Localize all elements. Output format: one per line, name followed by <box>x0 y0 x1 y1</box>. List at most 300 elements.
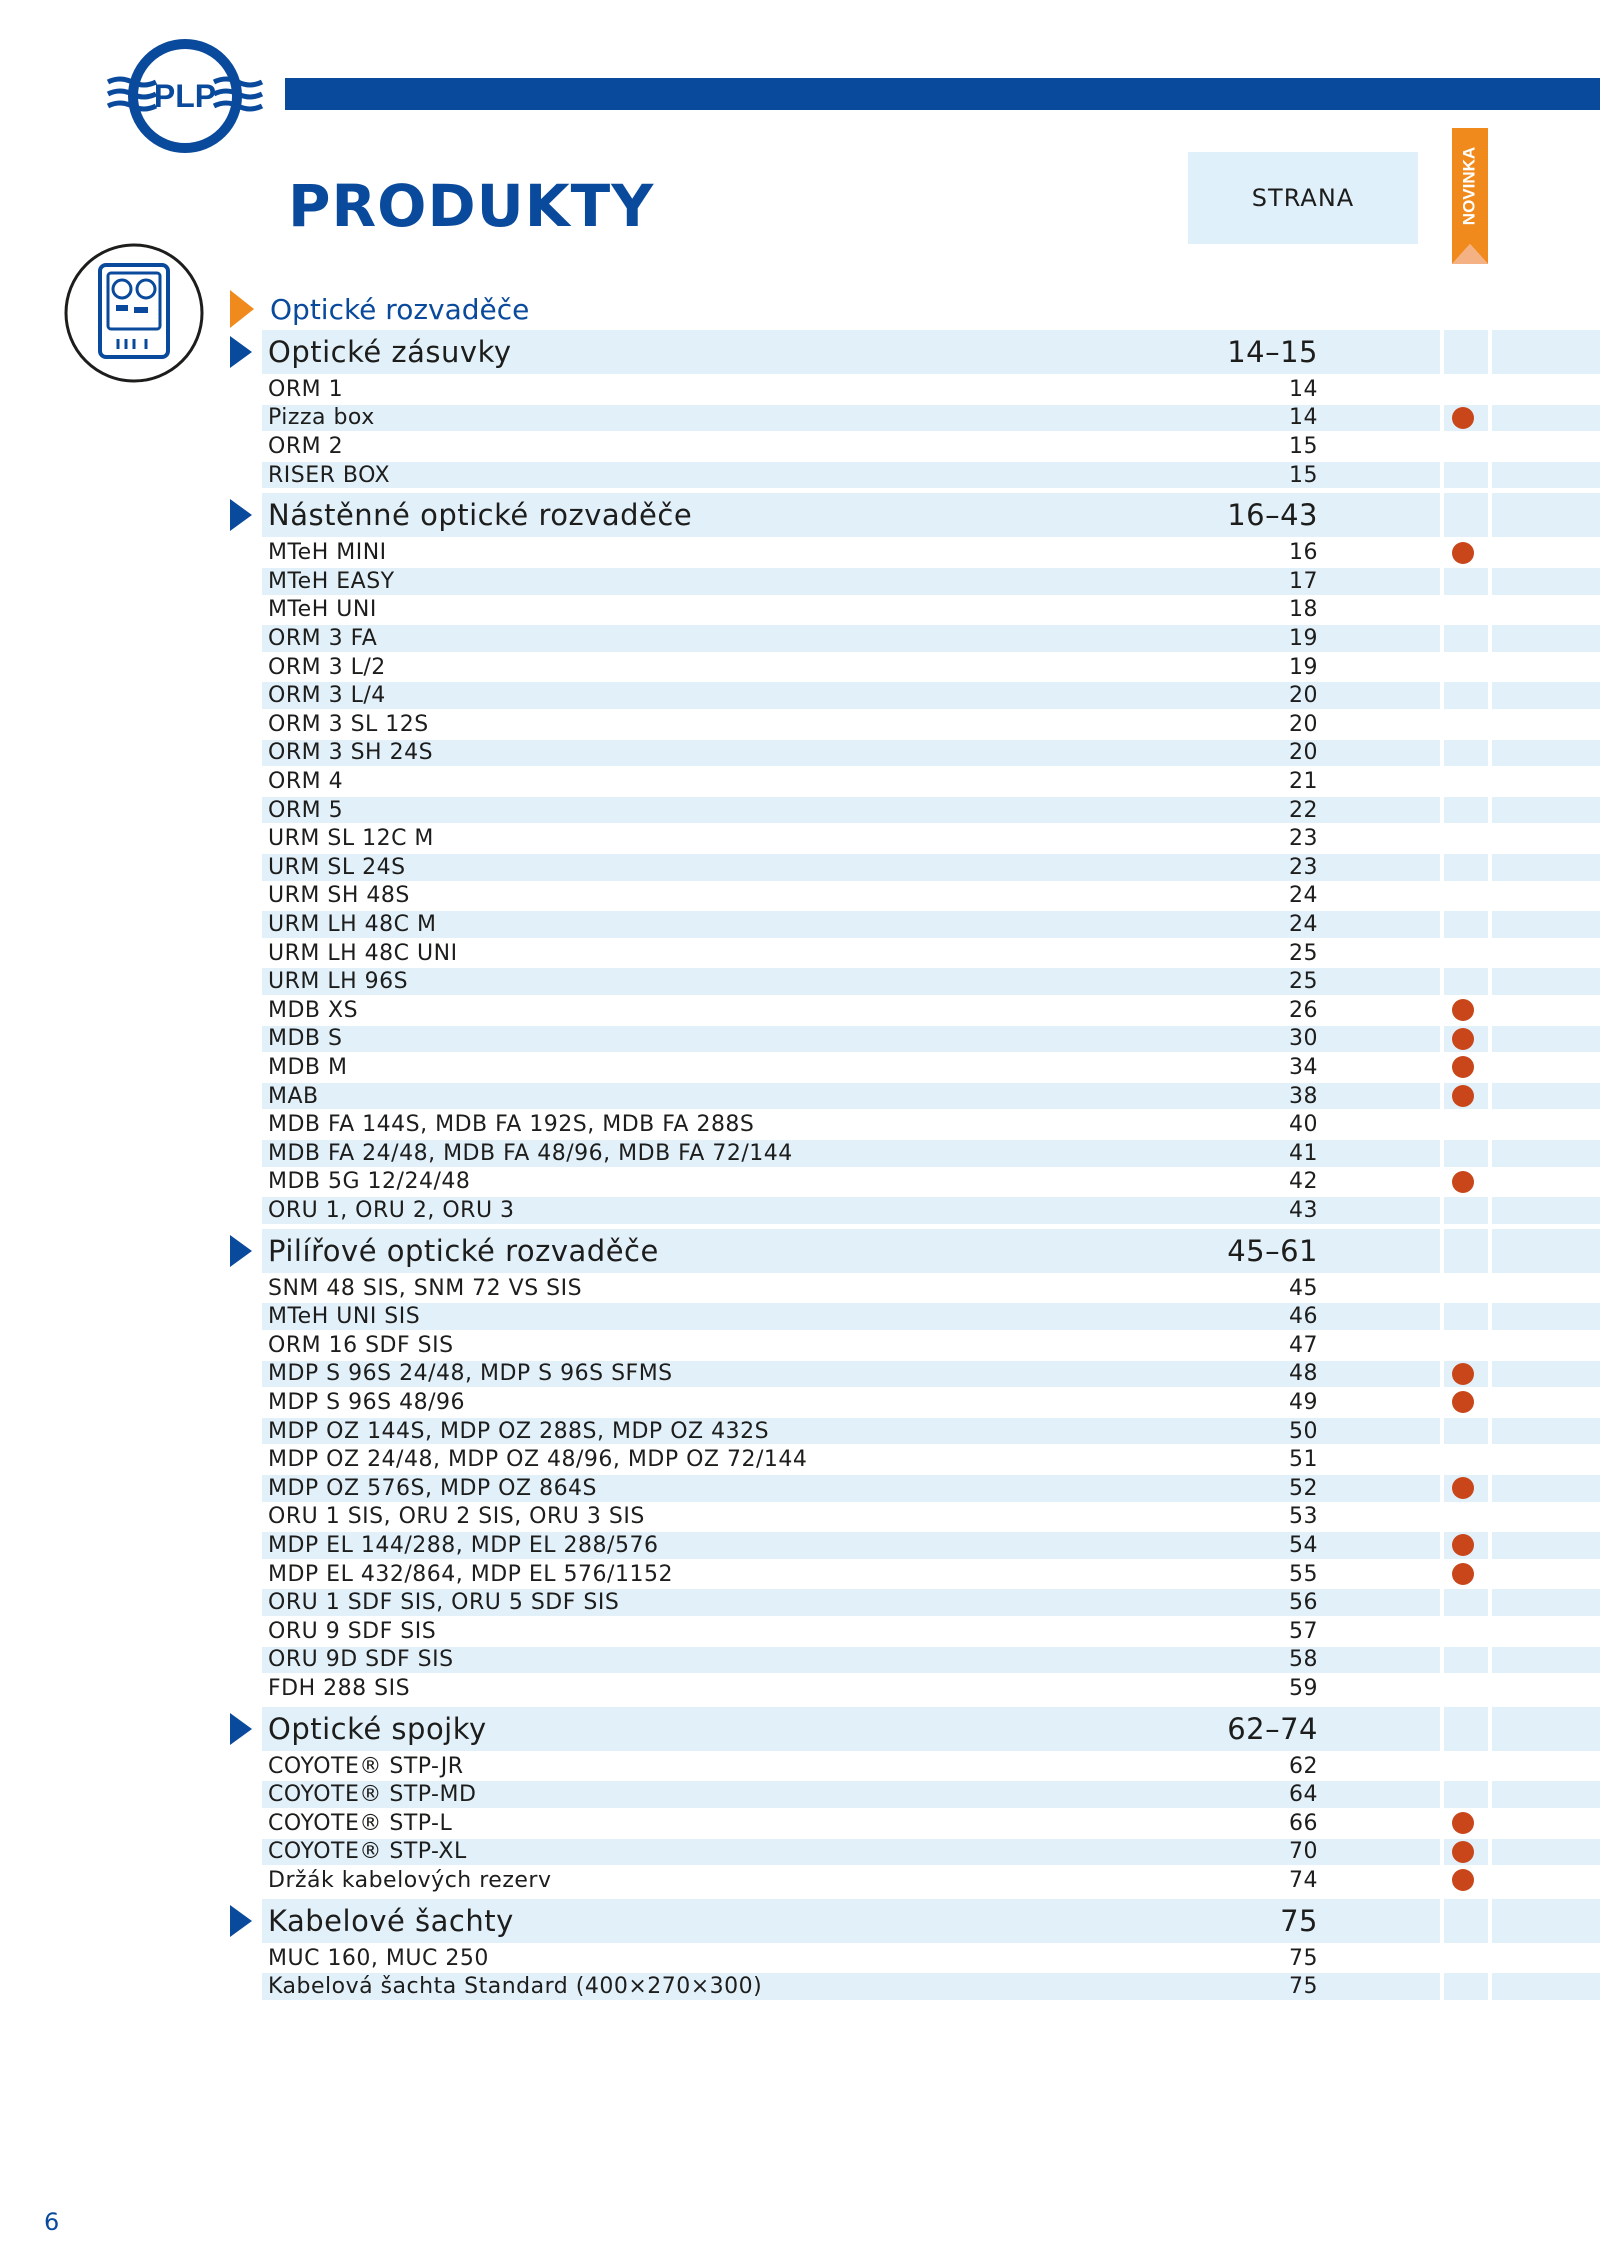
row-cell-c <box>1492 1753 1600 1780</box>
section-title: Kabelové šachty <box>268 1903 514 1938</box>
row-cell-b <box>1444 854 1488 881</box>
table-row <box>262 462 1600 489</box>
page-ref: 24 <box>1289 911 1318 937</box>
product-name: ORM 16 SDF SIS <box>268 1332 454 1358</box>
page-ref: 55 <box>1289 1561 1318 1587</box>
row-cell-c <box>1492 711 1600 738</box>
table-row <box>262 654 1600 681</box>
product-name: MUC 160, MUC 250 <box>268 1945 489 1971</box>
table-row <box>262 1810 1600 1837</box>
row-cell-a <box>262 854 1440 881</box>
page-ref: 45 <box>1289 1275 1318 1301</box>
row-cell-a <box>262 968 1440 995</box>
table-row <box>262 1446 1600 1473</box>
table-row <box>262 797 1600 824</box>
table-row <box>262 1389 1600 1416</box>
row-cell-c <box>1492 1169 1600 1196</box>
row-cell-b <box>1444 1647 1488 1674</box>
row-cell-c <box>1492 1418 1600 1445</box>
table-row <box>262 1332 1600 1359</box>
section-row <box>262 330 1600 374</box>
row-cell-c <box>1492 1561 1600 1588</box>
row-cell-a <box>262 1083 1440 1110</box>
row-cell-b <box>1444 1418 1488 1445</box>
table-row <box>262 997 1600 1024</box>
row-cell-a <box>262 597 1440 624</box>
row-cell-a <box>262 797 1440 824</box>
page-number: 6 <box>44 2208 60 2236</box>
product-name: MDB M <box>268 1054 348 1080</box>
page-ref: 58 <box>1289 1647 1318 1673</box>
row-cell-a <box>262 405 1440 432</box>
product-name: URM SL 24S <box>268 854 406 880</box>
page-ref: 47 <box>1289 1332 1318 1358</box>
row-cell-c <box>1492 1303 1600 1330</box>
product-name: ORU 9D SDF SIS <box>268 1647 454 1673</box>
page-ref: 25 <box>1289 940 1318 966</box>
product-name: ORM 1 <box>268 376 344 402</box>
row-cell-c <box>1492 1446 1600 1473</box>
row-cell-a <box>262 1675 1440 1702</box>
page-ref: 51 <box>1289 1447 1318 1473</box>
product-name: MTeH UNI SIS <box>268 1304 421 1330</box>
page-ref: 50 <box>1289 1418 1318 1444</box>
row-cell-c <box>1492 1083 1600 1110</box>
page-ref: 75 <box>1280 1903 1318 1938</box>
table-row <box>262 1675 1600 1702</box>
product-name: MDP OZ 24/48, MDP OZ 48/96, MDP OZ 72/144 <box>268 1447 808 1473</box>
row-cell-c <box>1492 493 1600 537</box>
page-ref: 18 <box>1289 597 1318 623</box>
section-arrow-icon <box>230 1235 252 1267</box>
page-ref: 24 <box>1289 883 1318 909</box>
row-cell-b <box>1444 1707 1488 1751</box>
row-cell-a <box>262 654 1440 681</box>
product-name: ORM 3 SH 24S <box>268 740 434 766</box>
row-cell-b <box>1444 597 1488 624</box>
page-ref: 42 <box>1289 1169 1318 1195</box>
row-cell-b <box>1444 1753 1488 1780</box>
row-cell-c <box>1492 1618 1600 1645</box>
new-product-dot-icon <box>1452 1841 1474 1863</box>
product-name: ORM 4 <box>268 768 344 794</box>
row-cell-c <box>1492 330 1600 374</box>
page-ref: 22 <box>1289 797 1318 823</box>
row-cell-b <box>1444 330 1488 374</box>
table-row <box>262 433 1600 460</box>
row-cell-a <box>262 1618 1440 1645</box>
page-ref: 62 <box>1289 1753 1318 1779</box>
row-cell-a <box>262 825 1440 852</box>
table-row <box>262 1111 1600 1138</box>
page-ref: 19 <box>1289 654 1318 680</box>
row-cell-c <box>1492 1504 1600 1531</box>
table-row <box>262 1781 1600 1808</box>
page-ref: 62–74 <box>1227 1711 1318 1746</box>
product-name: RISER BOX <box>268 462 391 488</box>
table-row <box>262 1945 1600 1972</box>
page-ref: 64 <box>1289 1782 1318 1808</box>
product-name: COYOTE® STP-XL <box>268 1839 467 1865</box>
page-ref: 46 <box>1289 1304 1318 1330</box>
row-cell-b <box>1444 433 1488 460</box>
table-row <box>262 911 1600 938</box>
row-cell-c <box>1492 1054 1600 1081</box>
table-row <box>262 1083 1600 1110</box>
row-cell-c <box>1492 682 1600 709</box>
table-row <box>262 1361 1600 1388</box>
page-ref: 23 <box>1289 854 1318 880</box>
row-cell-b <box>1444 1504 1488 1531</box>
product-name: ORU 1 SDF SIS, ORU 5 SDF SIS <box>268 1590 620 1616</box>
row-cell-b <box>1444 1618 1488 1645</box>
table-row <box>262 1973 1600 2000</box>
product-name: ORU 1 SIS, ORU 2 SIS, ORU 3 SIS <box>268 1504 645 1530</box>
row-cell-c <box>1492 1389 1600 1416</box>
table-row <box>262 1839 1600 1866</box>
row-cell-b <box>1444 797 1488 824</box>
row-cell-b <box>1444 568 1488 595</box>
page-ref: 75 <box>1289 1945 1318 1971</box>
novinka-ribbon <box>1452 128 1488 264</box>
product-name: MDB XS <box>268 997 359 1023</box>
row-cell-a <box>262 1026 1440 1053</box>
section-arrow-icon <box>230 336 252 368</box>
row-cell-c <box>1492 1140 1600 1167</box>
table-row <box>262 1561 1600 1588</box>
table-row <box>262 1197 1600 1224</box>
table-row <box>262 1140 1600 1167</box>
table-row <box>262 1753 1600 1780</box>
row-cell-b <box>1444 682 1488 709</box>
product-name: ORU 9 SDF SIS <box>268 1618 437 1644</box>
product-name: ORM 5 <box>268 797 344 823</box>
row-cell-a <box>262 625 1440 652</box>
page-ref: 14 <box>1289 405 1318 431</box>
row-cell-b <box>1444 625 1488 652</box>
row-cell-b <box>1444 1675 1488 1702</box>
table-row <box>262 597 1600 624</box>
page-ref: 20 <box>1289 711 1318 737</box>
row-cell-b <box>1444 1140 1488 1167</box>
product-name: ORM 3 SL 12S <box>268 711 429 737</box>
table-row <box>262 825 1600 852</box>
page-ref: 20 <box>1289 683 1318 709</box>
page-ref: 74 <box>1289 1867 1318 1893</box>
page-ref: 57 <box>1289 1618 1318 1644</box>
page-ref: 49 <box>1289 1389 1318 1415</box>
row-cell-c <box>1492 968 1600 995</box>
product-name: COYOTE® STP-L <box>268 1810 453 1836</box>
product-name: MDP EL 144/288, MDP EL 288/576 <box>268 1532 659 1558</box>
row-cell-c <box>1492 1532 1600 1559</box>
row-cell-c <box>1492 405 1600 432</box>
row-cell-c <box>1492 825 1600 852</box>
row-cell-b <box>1444 911 1488 938</box>
row-cell-a <box>262 568 1440 595</box>
product-name: MTeH UNI <box>268 597 377 623</box>
product-name: MDB S <box>268 1026 343 1052</box>
product-name: URM LH 96S <box>268 969 409 995</box>
page-ref: 15 <box>1289 462 1318 488</box>
row-cell-c <box>1492 1589 1600 1616</box>
table-row <box>262 539 1600 566</box>
table-row <box>262 740 1600 767</box>
row-cell-b <box>1444 462 1488 489</box>
page-ref: 38 <box>1289 1083 1318 1109</box>
plp-logo <box>100 34 270 154</box>
row-cell-c <box>1492 854 1600 881</box>
row-cell-a <box>262 768 1440 795</box>
section-title: Optické spojky <box>268 1711 487 1746</box>
page-ref: 20 <box>1289 740 1318 766</box>
row-cell-b <box>1444 940 1488 967</box>
page-ref: 56 <box>1289 1590 1318 1616</box>
table-row <box>262 940 1600 967</box>
page-ref: 15 <box>1289 433 1318 459</box>
page-ref: 16 <box>1289 540 1318 566</box>
product-name: MTeH MINI <box>268 540 387 566</box>
page-ref: 19 <box>1289 625 1318 651</box>
row-cell-a <box>262 997 1440 1024</box>
table-row <box>262 376 1600 403</box>
table-row <box>262 1589 1600 1616</box>
table-row <box>262 1647 1600 1674</box>
row-cell-b <box>1444 1589 1488 1616</box>
product-name: ORM 3 FA <box>268 625 378 651</box>
section-title: Nástěnné optické rozvaděče <box>268 498 693 533</box>
row-cell-a <box>262 462 1440 489</box>
row-cell-c <box>1492 597 1600 624</box>
row-cell-b <box>1444 1899 1488 1943</box>
row-cell-c <box>1492 940 1600 967</box>
row-cell-c <box>1492 625 1600 652</box>
product-name: URM LH 48C M <box>268 911 437 937</box>
row-cell-c <box>1492 883 1600 910</box>
table-row <box>262 711 1600 738</box>
section-arrow-icon <box>230 1713 252 1745</box>
row-cell-b <box>1444 1197 1488 1224</box>
row-cell-b <box>1444 968 1488 995</box>
product-name: MDP OZ 144S, MDP OZ 288S, MDP OZ 432S <box>268 1418 770 1444</box>
row-cell-c <box>1492 1781 1600 1808</box>
page-ref: 54 <box>1289 1532 1318 1558</box>
page-ref: 59 <box>1289 1675 1318 1701</box>
category-heading <box>230 290 529 328</box>
row-cell-c <box>1492 797 1600 824</box>
page-ref: 70 <box>1289 1839 1318 1865</box>
row-cell-c <box>1492 1867 1600 1894</box>
row-cell-c <box>1492 376 1600 403</box>
product-name: ORM 2 <box>268 433 344 459</box>
product-name: MDP S 96S 24/48, MDP S 96S SFMS <box>268 1361 673 1387</box>
row-cell-b <box>1444 376 1488 403</box>
table-row <box>262 625 1600 652</box>
product-name: COYOTE® STP-JR <box>268 1753 464 1779</box>
row-cell-c <box>1492 462 1600 489</box>
row-cell-c <box>1492 1707 1600 1751</box>
page-ref: 16–43 <box>1227 498 1318 533</box>
product-name: MDP EL 432/864, MDP EL 576/1152 <box>268 1561 673 1587</box>
strana-header <box>1188 152 1418 244</box>
row-cell-b <box>1444 1303 1488 1330</box>
table-row <box>262 1475 1600 1502</box>
product-name: MDP OZ 576S, MDP OZ 864S <box>268 1475 598 1501</box>
row-cell-c <box>1492 1229 1600 1273</box>
row-cell-c <box>1492 1475 1600 1502</box>
row-cell-c <box>1492 1647 1600 1674</box>
table-row <box>262 1169 1600 1196</box>
table-row <box>262 1026 1600 1053</box>
table-row <box>262 682 1600 709</box>
table-row <box>262 1275 1600 1302</box>
row-cell-c <box>1492 1275 1600 1302</box>
product-name: Pizza box <box>268 405 375 431</box>
section-row <box>262 493 1600 537</box>
row-cell-b <box>1444 1275 1488 1302</box>
page-ref: 14–15 <box>1227 335 1318 369</box>
page-ref: 17 <box>1289 568 1318 594</box>
row-cell-c <box>1492 568 1600 595</box>
product-name: ORM 3 L/4 <box>268 683 386 709</box>
section-title: Optické zásuvky <box>268 335 512 369</box>
row-cell-a <box>262 539 1440 566</box>
plp-logo-text: PLP <box>153 78 217 114</box>
section-arrow-icon <box>230 499 252 531</box>
row-cell-c <box>1492 1945 1600 1972</box>
page-title: PRODUKTY <box>288 172 655 240</box>
page-ref: 26 <box>1289 997 1318 1023</box>
row-cell-b <box>1444 883 1488 910</box>
row-cell-b <box>1444 654 1488 681</box>
row-cell-a <box>262 376 1440 403</box>
row-cell-a <box>262 711 1440 738</box>
product-name: ORU 1, ORU 2, ORU 3 <box>268 1197 515 1223</box>
row-cell-a <box>262 433 1440 460</box>
page-ref: 48 <box>1289 1361 1318 1387</box>
new-product-dot-icon <box>1452 1028 1474 1050</box>
page-ref: 30 <box>1289 1026 1318 1052</box>
new-product-dot-icon <box>1452 407 1474 429</box>
row-cell-c <box>1492 654 1600 681</box>
page-ref: 45–61 <box>1227 1233 1318 1268</box>
page-ref: 66 <box>1289 1810 1318 1836</box>
product-name: ORM 3 L/2 <box>268 654 386 680</box>
row-cell-c <box>1492 740 1600 767</box>
product-name: MDB FA 24/48, MDB FA 48/96, MDB FA 72/144 <box>268 1140 793 1166</box>
row-cell-b <box>1444 493 1488 537</box>
table-row <box>262 968 1600 995</box>
row-cell-a <box>262 1303 1440 1330</box>
novinka-label: NOVINKA <box>1459 146 1479 226</box>
table-row <box>262 1867 1600 1894</box>
product-name: MDP S 96S 48/96 <box>268 1389 465 1415</box>
product-name: URM SH 48S <box>268 883 410 909</box>
row-cell-a <box>262 682 1440 709</box>
row-cell-c <box>1492 1675 1600 1702</box>
new-product-dot-icon <box>1452 1563 1474 1585</box>
table-row <box>262 405 1600 432</box>
row-cell-c <box>1492 539 1600 566</box>
table-row <box>262 568 1600 595</box>
page-ref: 52 <box>1289 1475 1318 1501</box>
row-cell-c <box>1492 768 1600 795</box>
section-row <box>262 1707 1600 1751</box>
strana-label: STRANA <box>1251 184 1355 212</box>
product-name: MAB <box>268 1083 319 1109</box>
product-name: MDB FA 144S, MDB FA 192S, MDB FA 288S <box>268 1112 755 1138</box>
row-cell-b <box>1444 1973 1488 2000</box>
product-name: COYOTE® STP-MD <box>268 1782 477 1808</box>
row-cell-c <box>1492 1332 1600 1359</box>
row-cell-c <box>1492 1810 1600 1837</box>
row-cell-c <box>1492 433 1600 460</box>
page-ref: 25 <box>1289 969 1318 995</box>
section-row <box>262 1229 1600 1273</box>
row-cell-a <box>262 911 1440 938</box>
page-ref: 34 <box>1289 1054 1318 1080</box>
row-cell-b <box>1444 1781 1488 1808</box>
row-cell-c <box>1492 1197 1600 1224</box>
row-cell-c <box>1492 997 1600 1024</box>
table-row <box>262 1532 1600 1559</box>
section-title: Pilířové optické rozvaděče <box>268 1233 659 1268</box>
new-product-dot-icon <box>1452 1171 1474 1193</box>
product-name: MTeH EASY <box>268 568 395 594</box>
row-cell-a <box>262 740 1440 767</box>
page-ref: 40 <box>1289 1112 1318 1138</box>
product-name: SNM 48 SIS, SNM 72 VS SIS <box>268 1275 583 1301</box>
category-arrow-icon <box>230 290 254 328</box>
page-ref: 14 <box>1289 376 1318 402</box>
row-cell-c <box>1492 1361 1600 1388</box>
row-cell-c <box>1492 1026 1600 1053</box>
product-name: Kabelová šachta Standard (400×270×300) <box>268 1974 763 2000</box>
new-product-dot-icon <box>1452 542 1474 564</box>
row-cell-b <box>1444 825 1488 852</box>
row-cell-b <box>1444 1111 1488 1138</box>
new-product-dot-icon <box>1452 1363 1474 1385</box>
row-cell-b <box>1444 1945 1488 1972</box>
new-product-dot-icon <box>1452 1085 1474 1107</box>
page-ref: 41 <box>1289 1140 1318 1166</box>
table-row <box>262 768 1600 795</box>
page-ref: 75 <box>1289 1974 1318 2000</box>
table-row <box>262 1618 1600 1645</box>
page-ref: 43 <box>1289 1197 1318 1223</box>
row-cell-c <box>1492 1839 1600 1866</box>
page-ref: 53 <box>1289 1504 1318 1530</box>
table-row <box>262 1418 1600 1445</box>
row-cell-b <box>1444 1229 1488 1273</box>
row-cell-c <box>1492 1899 1600 1943</box>
product-name: Držák kabelových rezerv <box>268 1867 552 1893</box>
row-cell-a <box>262 883 1440 910</box>
product-name: MDB 5G 12/24/48 <box>268 1169 471 1195</box>
row-cell-c <box>1492 1111 1600 1138</box>
row-cell-b <box>1444 768 1488 795</box>
row-cell-b <box>1444 1446 1488 1473</box>
row-cell-c <box>1492 1973 1600 2000</box>
section-arrow-icon <box>230 1905 252 1937</box>
page-ref: 21 <box>1289 768 1318 794</box>
row-cell-b <box>1444 740 1488 767</box>
row-cell-b <box>1444 711 1488 738</box>
table-row <box>262 854 1600 881</box>
row-cell-c <box>1492 911 1600 938</box>
table-row <box>262 883 1600 910</box>
product-name: FDH 288 SIS <box>268 1675 411 1701</box>
